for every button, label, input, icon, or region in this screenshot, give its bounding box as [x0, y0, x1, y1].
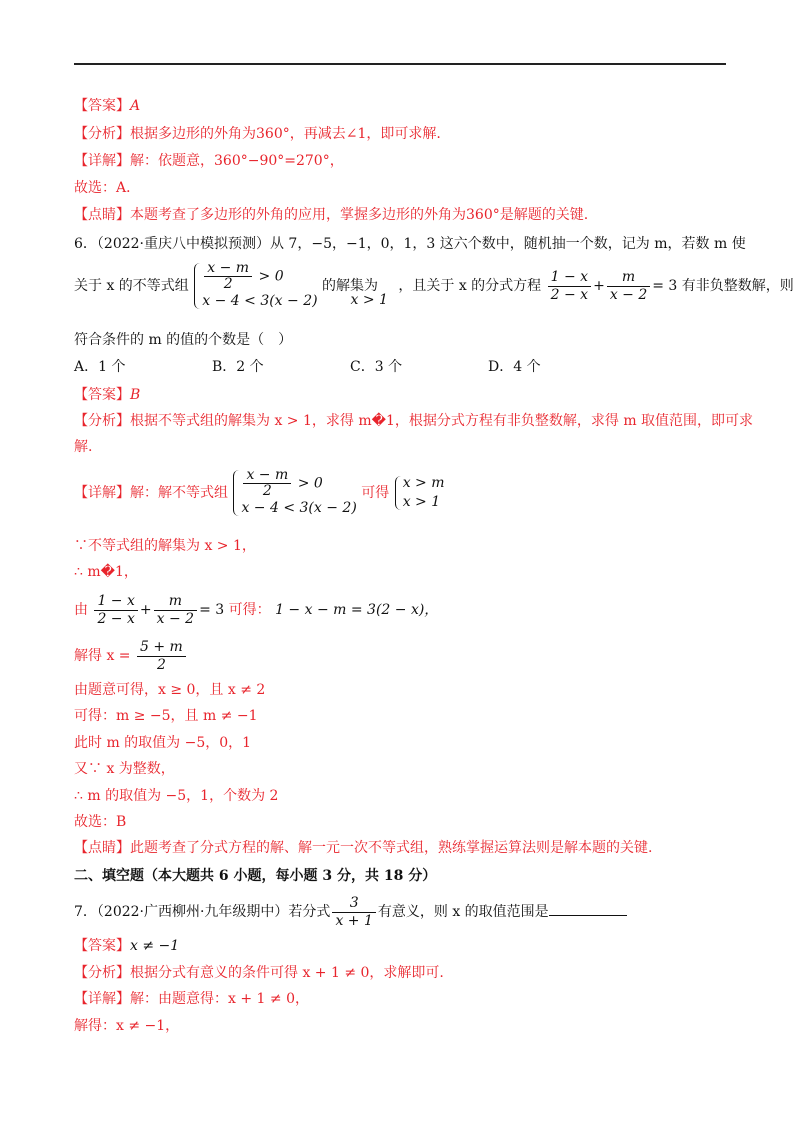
analysis-text: 根据多边形的外角为360°，再减去∠1，即可求解. — [130, 126, 441, 142]
inequality-system — [232, 468, 356, 518]
detail-text: 解：解不等式组 — [130, 485, 228, 501]
ineq-rest: > 0 — [254, 268, 284, 285]
q7-stem — [74, 890, 627, 934]
frac-den: 2 − x — [97, 610, 135, 627]
comment-label: 【点睛】 — [74, 207, 130, 223]
frac-num: x − m — [243, 468, 291, 484]
q6-analysis — [74, 411, 753, 431]
eq-rhs: = 3 — [652, 278, 678, 294]
q6-step3 — [74, 588, 438, 632]
frac-den: 2 — [156, 656, 166, 673]
stem-text: 有意义，则 x 的取值范围是 — [377, 904, 549, 920]
analysis-text: 根据分式有意义的条件可得 x + 1 ≠ 0，求解即可. — [130, 965, 444, 981]
frac-num: 5 + m — [137, 639, 186, 657]
analysis-label: 【分析】 — [74, 413, 130, 429]
q7-final: 解得：x ≠ −1， — [74, 1018, 180, 1034]
frac-den: 2 — [223, 276, 233, 292]
q6-stem-line3: 符合条件的 m 的值的个数是（ ） — [74, 332, 293, 348]
ineq-bottom: x − 4 < 3(x − 2) — [241, 500, 357, 516]
answer-value: A — [130, 98, 141, 114]
frac-num: m — [607, 269, 650, 287]
option-d[interactable]: D．4 个 — [488, 359, 541, 375]
stem-text: 7．（2022·广西柳州·九年级期中）若分式 — [74, 904, 331, 920]
q6-step1: ∵不等式组的解集为 x > 1， — [74, 538, 256, 554]
q7-answer — [74, 936, 179, 956]
q6-comment — [74, 838, 652, 858]
result-system — [394, 474, 445, 512]
answer-label: 【答案】 — [74, 938, 130, 954]
plus-sign: + — [139, 602, 152, 618]
comment-label: 【点睛】 — [74, 840, 130, 856]
answer-value: x ≠ −1 — [130, 938, 180, 954]
q6-stem-line2 — [74, 259, 794, 313]
q6-choice: 故选：B — [74, 814, 127, 830]
q5-comment — [74, 205, 588, 225]
frac-den: x + 1 — [335, 912, 373, 929]
q5-detail — [74, 151, 344, 171]
stem-text: 的解集为 — [322, 278, 379, 294]
detail-label: 【详解】 — [74, 485, 130, 501]
analysis-text: 根据不等式组的解集为 x > 1，求得 m�1，根据分式方程有非负整数解，求得 m 取值范围，即可求 — [130, 413, 754, 429]
detail-label: 【详解】 — [74, 991, 130, 1007]
answer-label: 【答案】 — [74, 387, 130, 403]
ineq-bottom: x − 4 < 3(x − 2) — [202, 293, 318, 309]
detail-label: 【详解】 — [74, 153, 130, 169]
detail-get: 可得 — [361, 485, 390, 501]
section-title: 二、填空题（本大题共 6 小题，每小题 3 分，共 18 分） — [74, 868, 437, 884]
frac-num: 3 — [332, 895, 375, 913]
q6-step9: ∴ m 的取值为 −5，1，个数为 2 — [74, 788, 279, 804]
frac-num: 1 − x — [94, 593, 137, 611]
analysis-label: 【分析】 — [74, 965, 130, 981]
q5-choice: 故选：A． — [74, 180, 141, 196]
ineq-rest: > 0 — [293, 475, 323, 492]
frac-den: 2 − x — [550, 286, 589, 303]
analysis-label: 【分析】 — [74, 126, 130, 142]
header-rule — [74, 63, 726, 65]
step-text: 可得： — [228, 602, 271, 618]
q6-step5: 由题意可得，x ≥ 0，且 x ≠ 2 — [74, 682, 266, 698]
q6-step4 — [74, 634, 188, 678]
frac-den: x − 2 — [609, 286, 648, 303]
option-a[interactable]: A．1 个 — [74, 359, 126, 375]
q6-step7: 此时 m 的取值为 −5，0，1 — [74, 735, 252, 751]
q5-analysis — [74, 124, 441, 144]
frac-num: x − m — [204, 261, 252, 277]
q6-step8: 又∵ x 为整数， — [74, 761, 175, 777]
result-row: x > m — [402, 475, 445, 491]
q6-stem-line1: 6．（2022·重庆八中模拟预测）从 7，−5，−1，0，1，3 这六个数中，随机抽一个数，记为 m，若数 m 使 — [74, 236, 746, 252]
detail-text: 解：依题意，360°−90°=270°， — [130, 153, 344, 169]
comment-text: 此题考查了分式方程的解、解一元一次不等式组，熟练掌握运算法则是解本题的关键. — [130, 840, 653, 856]
q6-analysis-cont: 解. — [74, 439, 93, 455]
detail-text: 解：由题意得：x + 1 ≠ 0， — [130, 991, 309, 1007]
option-c[interactable]: C．3 个 — [350, 359, 403, 375]
q6-step2: ∴ m�1， — [74, 564, 138, 580]
option-b[interactable]: B．2 个 — [212, 359, 264, 375]
frac-den: x − 2 — [156, 610, 195, 627]
stem-text: 关于 x 的不等式组 — [74, 278, 189, 294]
plus-sign: + — [593, 278, 605, 294]
step-eq: 1 − x − m = 3(2 − x)， — [275, 602, 439, 618]
step-text: 解得 x = — [74, 648, 131, 664]
inequality-system — [193, 261, 317, 311]
q5-answer — [74, 96, 140, 116]
q6-options — [74, 357, 541, 377]
frac-num: 1 − x — [548, 269, 591, 287]
stem-text: 有非负整数解，则 — [681, 278, 794, 294]
comment-text: 本题考查了多边形的外角的应用，掌握多边形的外角为360°是解题的关键. — [130, 207, 589, 223]
q6-detail — [74, 466, 445, 520]
answer-blank[interactable] — [549, 901, 627, 916]
frac-num: m — [154, 593, 197, 611]
q6-answer — [74, 385, 140, 405]
stem-text: ，且关于 x 的分式方程 — [398, 278, 542, 294]
q6-step6: 可得：m ≥ −5，且 m ≠ −1 — [74, 708, 258, 724]
solution-set: x > 1 — [350, 292, 388, 308]
frac-den: 2 — [262, 483, 272, 499]
q7-analysis — [74, 963, 444, 983]
answer-label: 【答案】 — [74, 98, 130, 114]
q7-detail — [74, 989, 309, 1009]
answer-value: B — [130, 387, 141, 403]
result-row: x > 1 — [402, 494, 441, 510]
step-text: 由 — [74, 602, 88, 618]
eq-rhs: = 3 — [199, 602, 225, 618]
